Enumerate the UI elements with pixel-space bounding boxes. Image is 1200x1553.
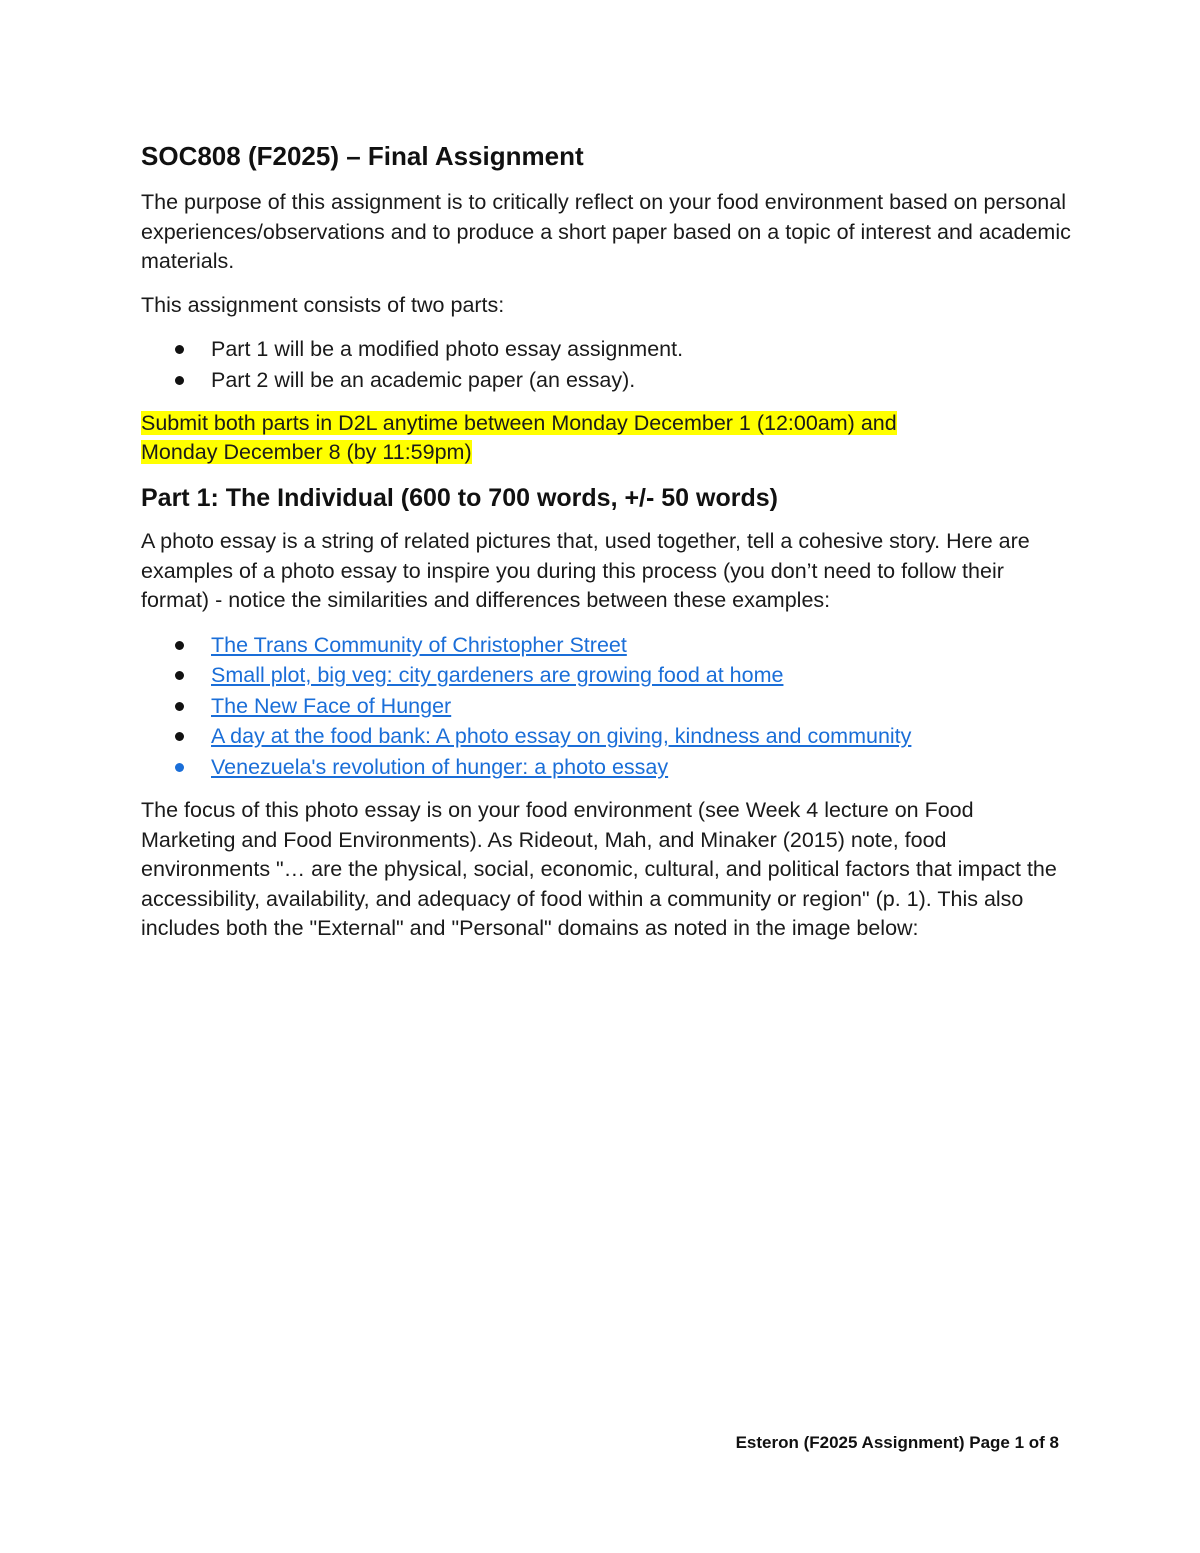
example-link-small-plot[interactable]: Small plot, big veg: city gardeners are growing food at home	[211, 663, 784, 687]
example-link-venezuela[interactable]: Venezuela's revolution of hunger: a photo essay	[211, 754, 669, 779]
bullet-icon	[175, 702, 184, 711]
part-2-item: Part 2 will be an academic paper (an essay).	[211, 367, 636, 392]
bullet-icon	[175, 763, 184, 772]
submission-line-2: Monday December 8 (by 11:59pm)	[141, 440, 472, 464]
parts-intro: This assignment consists of two parts:	[141, 292, 505, 317]
bullet-icon	[175, 732, 184, 741]
submission-notice	[141, 409, 1071, 467]
photo-essay-description: A photo essay is a string of related pictures that, used together, tell a cohesive story. Here are examples of a photo essay to inspire you during this process (you don’t need to follow their format) - notice the similarities and differences between these examples:	[141, 529, 1030, 612]
list-item	[141, 365, 1071, 396]
page-title: SOC808 (F2025) – Final Assignment	[141, 141, 584, 171]
submission-line-1: Submit both parts in D2L anytime between Monday December 1 (12:00am) and	[141, 411, 897, 435]
example-link-new-face-of-hunger[interactable]: The New Face of Hunger	[211, 693, 452, 718]
list-item	[141, 630, 1071, 661]
list-item	[141, 660, 1071, 691]
example-link-trans-community[interactable]: The Trans Community of Christopher Street	[211, 632, 627, 657]
bullet-icon	[175, 376, 184, 385]
intro-paragraph: The purpose of this assignment is to critically reflect on your food environment based on personal experiences/observations and to produce a short paper based on a topic of interest and academic materials.	[141, 190, 1071, 273]
bullet-icon	[175, 345, 184, 354]
bullet-icon	[175, 671, 184, 680]
list-item	[141, 691, 1071, 722]
part1-heading: Part 1: The Individual (600 to 700 words, +/- 50 words)	[141, 484, 778, 512]
focus-paragraph: The focus of this photo essay is on your food environment (see Week 4 lecture on Food Marketing and Food Environments). As Rideout, Mah, and Minaker (2015) note, food environments "… are the physical, social, economic, cultural, and political factors that impact the accessibility, availability, and adequacy of food within a community or region" (p. 1). This also includes both the "External" and "Personal" domains as noted in the image below:	[141, 798, 1057, 940]
list-item	[141, 721, 1071, 752]
list-item	[141, 334, 1071, 365]
page-footer: Esteron (F2025 Assignment) Page 1 of 8	[735, 1433, 1059, 1452]
examples-list	[141, 630, 1071, 783]
parts-list	[141, 334, 1071, 395]
bullet-icon	[175, 641, 184, 650]
document-page	[141, 138, 1071, 958]
example-link-food-bank[interactable]: A day at the food bank: A photo essay on giving, kindness and community	[211, 724, 912, 748]
part-1-item: Part 1 will be a modified photo essay assignment.	[211, 337, 684, 361]
list-item	[141, 752, 1071, 783]
